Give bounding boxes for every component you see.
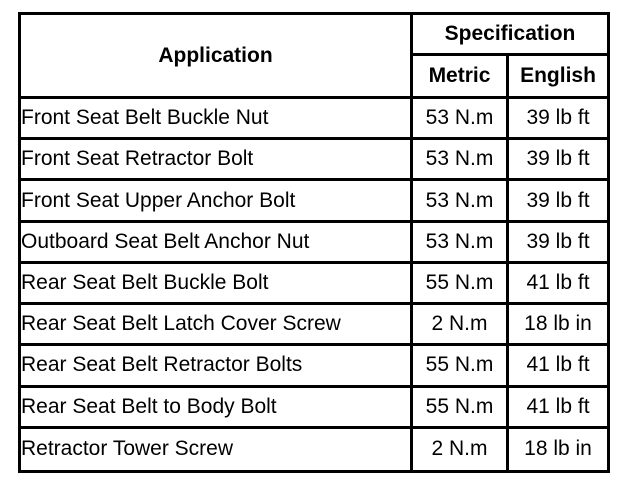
english-cell: 39 lb ft [509, 181, 607, 222]
table-row [21, 346, 607, 387]
metric-cell: 55 N.m [413, 388, 509, 429]
metric-cell: 53 N.m [413, 181, 509, 222]
metric-cell: 55 N.m [413, 264, 509, 305]
application-cell: Retractor Tower Screw [21, 429, 413, 470]
english-cell: 18 lb in [509, 305, 607, 346]
application-cell: Front Seat Upper Anchor Bolt [21, 181, 413, 222]
header-specification: Specification [413, 15, 607, 56]
metric-cell: 53 N.m [413, 99, 509, 140]
metric-cell: 2 N.m [413, 429, 509, 470]
table-row [21, 388, 607, 429]
english-cell: 41 lb ft [509, 264, 607, 305]
application-cell: Outboard Seat Belt Anchor Nut [21, 223, 413, 264]
fastener-spec-table [18, 12, 610, 473]
table-row [21, 305, 607, 346]
header-metric: Metric [413, 56, 509, 99]
application-cell: Front Seat Retractor Bolt [21, 140, 413, 181]
table-row [21, 99, 607, 140]
english-cell: 18 lb in [524, 437, 592, 461]
application-cell: Rear Seat Belt Retractor Bolts [21, 346, 413, 387]
english-cell: 41 lb ft [509, 388, 607, 429]
application-cell: Front Seat Belt Buckle Nut [21, 99, 413, 140]
metric-cell: 55 N.m [413, 346, 509, 387]
metric-cell: 2 N.m [413, 305, 509, 346]
table-row [21, 140, 607, 181]
table-row [21, 264, 607, 305]
application-cell: Rear Seat Belt Buckle Bolt [21, 264, 413, 305]
metric-cell: 53 N.m [413, 140, 509, 181]
header-application: Application [21, 15, 413, 99]
english-cell: 39 lb ft [509, 223, 607, 264]
table-row [21, 181, 607, 222]
table-row [21, 429, 607, 470]
english-cell: 39 lb ft [509, 99, 607, 140]
metric-cell: 53 N.m [413, 223, 509, 264]
application-cell: Rear Seat Belt to Body Bolt [21, 388, 413, 429]
header-english: English [509, 56, 607, 99]
english-cell: 39 lb ft [509, 140, 607, 181]
application-cell: Rear Seat Belt Latch Cover Screw [21, 305, 413, 346]
english-cell: 41 lb ft [509, 346, 607, 387]
table-row [21, 223, 607, 264]
